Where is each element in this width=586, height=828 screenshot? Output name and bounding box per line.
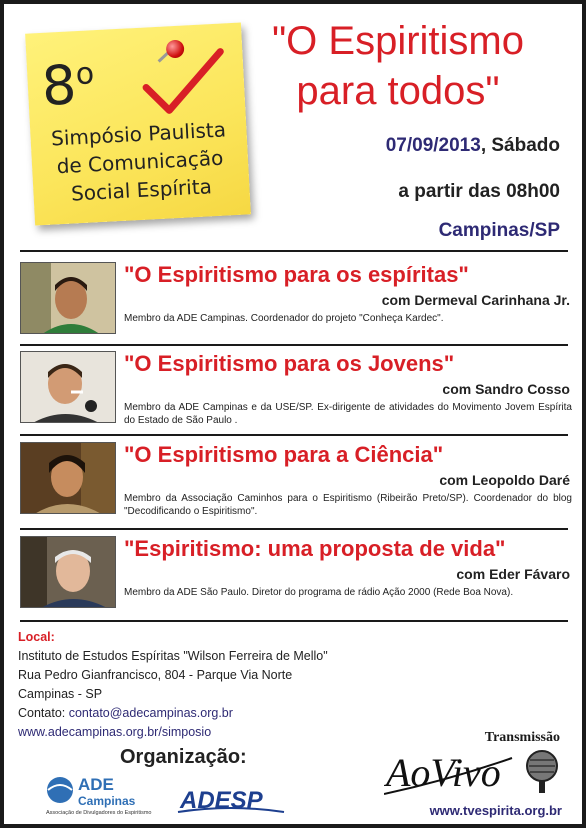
talk-title: "O Espiritismo para a Ciência": [124, 442, 444, 467]
talk-title: "O Espiritismo para os Jovens": [124, 351, 455, 376]
title-line-1: "O Espiritismo: [271, 19, 524, 63]
event-title: [238, 16, 558, 116]
speaker-photo: [20, 536, 116, 608]
ade-logo-subtitle: Associação de Divulgadores do Espiritismo: [46, 810, 152, 816]
location-label: Local:: [18, 630, 55, 644]
divider: [20, 344, 568, 346]
speaker-photo: [20, 262, 116, 334]
speaker-photo: [20, 442, 116, 514]
venue-city: Campinas - SP: [18, 687, 103, 701]
talk-title: "O Espiritismo para os espíritas": [124, 262, 469, 287]
adesp-logo-text: ADESP: [180, 787, 263, 814]
website-link[interactable]: www.adecampinas.org.br/simposio: [18, 725, 212, 739]
event-date: [386, 135, 560, 157]
ao-vivo-logo: [384, 744, 514, 804]
tv-espirita-link[interactable]: www.tvespirita.org.br: [429, 803, 562, 818]
talk-speaker: com Leopoldo Daré: [439, 472, 570, 488]
event-time: a partir das 08h00: [398, 181, 560, 202]
talk-description: Membro da ADE São Paulo. Diretor do programa de rádio Ação 2000 (Rede Boa Nova).: [124, 587, 514, 598]
note-line-1: Simpósio Paulista: [50, 117, 227, 151]
date-value: 07/09/2013: [385, 135, 481, 156]
edition-number: 8$^o$: [40, 53, 95, 118]
broadcast-label: Transmissão: [484, 730, 560, 745]
note-line-3: Social Espírita: [70, 174, 213, 206]
talk-description: Membro da ADE Campinas e da USE/SP. Ex-dirigente de atividades do Movimento Jovem Espírita do Estado de São Paulo .: [124, 402, 572, 426]
talk-item: [20, 262, 576, 340]
talk-speaker: com Eder Fávaro: [456, 566, 570, 582]
location-block: [18, 628, 328, 742]
contact-email-link[interactable]: contato@adecampinas.org.br: [68, 706, 233, 720]
ade-logo-main: ADE: [78, 775, 114, 794]
contact-line: [18, 704, 328, 723]
note-line-2: de Comunicação: [56, 145, 224, 179]
divider: [20, 620, 568, 622]
talk-item: [20, 351, 576, 429]
talk-speaker: com Sandro Cosso: [442, 381, 570, 397]
divider: [20, 250, 568, 252]
microphone-icon: [522, 748, 562, 794]
symposium-name: [38, 115, 242, 209]
event-city: Campinas/SP: [438, 220, 560, 241]
venue-name: Instituto de Estudos Espíritas "Wilson Ferreira de Mello": [18, 649, 328, 663]
talk-item: [20, 536, 576, 616]
organization-label: Organização:: [120, 746, 247, 768]
talk-title: "Espiritismo: uma proposta de vida": [124, 536, 506, 561]
contact-label: Contato:: [18, 706, 69, 720]
title-line-2: para todos": [296, 69, 500, 113]
divider: [20, 528, 568, 530]
weekday: , Sábado: [480, 135, 560, 156]
venue-address: Rua Pedro Gianfrancisco, 804 - Parque Via Norte: [18, 668, 293, 682]
sticky-note: [25, 22, 251, 225]
divider: [20, 434, 568, 436]
talk-description: Membro da ADE Campinas. Coordenador do projeto "Conheça Kardec".: [124, 313, 444, 324]
talk-description: Membro da Associação Caminhos para o Espiritismo (Ribeirão Preto/SP). Coordenador do blog "Decodificando o Espiritismo".: [124, 493, 572, 517]
ade-campinas-logo: [44, 774, 164, 816]
talk-item: [20, 442, 576, 522]
adesp-logo: [176, 784, 286, 816]
ao-vivo-text: AoVivo: [386, 750, 501, 795]
checkmark-icon: [136, 45, 230, 120]
ade-logo-city: Campinas: [78, 794, 136, 808]
talk-speaker: com Dermeval Carinhana Jr.: [381, 292, 570, 308]
speaker-photo: [20, 351, 116, 423]
